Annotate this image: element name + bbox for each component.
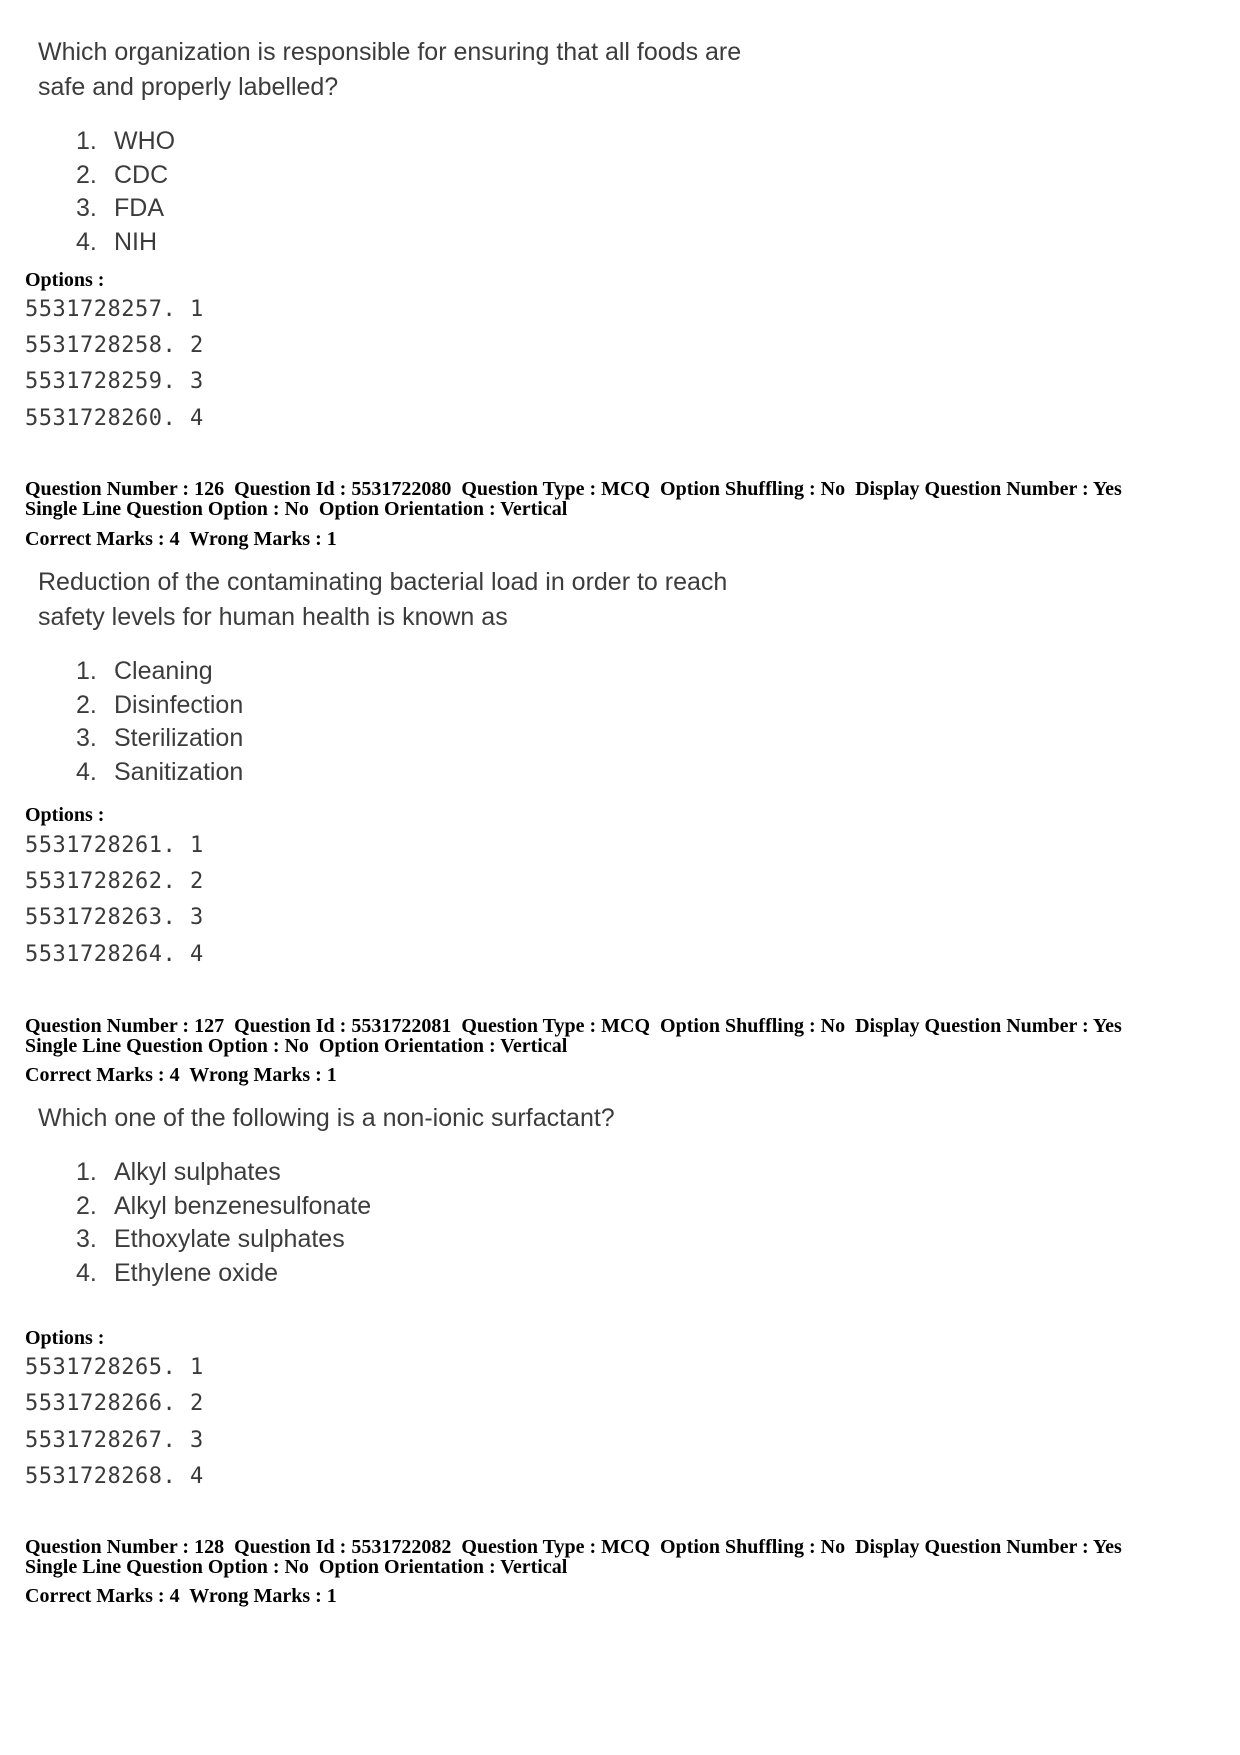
choice-text: FDA (114, 194, 164, 222)
option-id: 5531728260. 4 (25, 406, 204, 431)
choice-number: 1. (76, 657, 97, 685)
question-meta-line: Single Line Question Option : No Option Orientation : Vertical (25, 1556, 568, 1578)
option-id: 5531728264. 4 (25, 942, 204, 967)
question-meta-line: Single Line Question Option : No Option Orientation : Vertical (25, 1035, 568, 1057)
choice-item (76, 192, 741, 226)
option-id: 5531728268. 4 (25, 1464, 204, 1489)
choice-text: Alkyl sulphates (114, 1158, 281, 1186)
option-id: 5531728265. 1 (25, 1355, 204, 1380)
choice-item (76, 655, 727, 689)
choice-text: WHO (114, 127, 176, 155)
question-text-line: Which one of the following is a non-ionic surfactant? (38, 1104, 615, 1132)
choice-number: 4. (76, 757, 97, 786)
choice-number: 1. (76, 1158, 97, 1186)
choice-text: Ethoxylate sulphates (114, 1225, 345, 1253)
choice-text: Disinfection (114, 690, 244, 719)
options-label: Options : (25, 804, 105, 826)
question-image-2 (38, 565, 727, 789)
choice-item (76, 689, 727, 723)
question-meta-line: Question Number : 126 Question Id : 5531722080 Question Type : MCQ Option Shuffling : No Display Question Number : Yes (25, 478, 1122, 500)
question-marks: Correct Marks : 4 Wrong Marks : 1 (25, 528, 337, 550)
choice-number: 2. (76, 1191, 97, 1220)
question-text-line: safe and properly labelled? (38, 73, 339, 101)
option-id: 5531728266. 2 (25, 1391, 204, 1416)
choice-text: Sanitization (114, 757, 244, 786)
options-label: Options : (25, 269, 105, 291)
choice-list (38, 125, 741, 259)
question-image-1 (38, 35, 741, 259)
choice-list (38, 655, 727, 789)
choice-item (76, 125, 741, 159)
choice-number: 4. (76, 227, 97, 256)
option-id: 5531728263. 3 (25, 905, 204, 930)
choice-number: 3. (76, 194, 97, 222)
choice-text: NIH (114, 227, 158, 256)
question-meta-line: Question Number : 127 Question Id : 5531722081 Question Type : MCQ Option Shuffling : No Display Question Number : Yes (25, 1015, 1122, 1037)
option-id: 5531728258. 2 (25, 333, 204, 358)
question-text-line: safety levels for human health is known as (38, 603, 508, 631)
question-text-line: Which organization is responsible for ensuring that all foods are (38, 38, 742, 66)
choice-item (76, 226, 741, 260)
choice-number: 3. (76, 1225, 97, 1253)
choice-text: Cleaning (114, 657, 213, 685)
choice-text: Alkyl benzenesulfonate (114, 1191, 372, 1220)
choice-item (76, 1190, 615, 1224)
option-id: 5531728259. 3 (25, 369, 204, 394)
question-meta-line: Single Line Question Option : No Option Orientation : Vertical (25, 498, 568, 520)
option-id: 5531728267. 3 (25, 1428, 204, 1453)
choice-number: 1. (76, 127, 97, 155)
question-meta-line: Question Number : 128 Question Id : 5531722082 Question Type : MCQ Option Shuffling : No Display Question Number : Yes (25, 1536, 1122, 1558)
choice-item (76, 1156, 615, 1190)
choice-item (76, 1223, 615, 1257)
options-label: Options : (25, 1327, 105, 1349)
choice-item (76, 1257, 615, 1291)
choice-number: 2. (76, 160, 97, 189)
question-marks: Correct Marks : 4 Wrong Marks : 1 (25, 1064, 337, 1086)
choice-list (38, 1156, 615, 1290)
choice-text: CDC (114, 160, 169, 189)
option-id: 5531728261. 1 (25, 833, 204, 858)
question-text-line: Reduction of the contaminating bacterial load in order to reach (38, 568, 728, 596)
option-id: 5531728257. 1 (25, 297, 204, 322)
option-id: 5531728262. 2 (25, 869, 204, 894)
choice-text: Ethylene oxide (114, 1258, 279, 1287)
choice-number: 4. (76, 1258, 97, 1287)
choice-item (76, 159, 741, 193)
question-marks: Correct Marks : 4 Wrong Marks : 1 (25, 1585, 337, 1607)
choice-number: 3. (76, 724, 97, 752)
choice-text: Sterilization (114, 724, 244, 752)
choice-item (76, 722, 727, 756)
choice-number: 2. (76, 690, 97, 719)
question-image-3 (38, 1101, 615, 1290)
choice-item (76, 756, 727, 790)
